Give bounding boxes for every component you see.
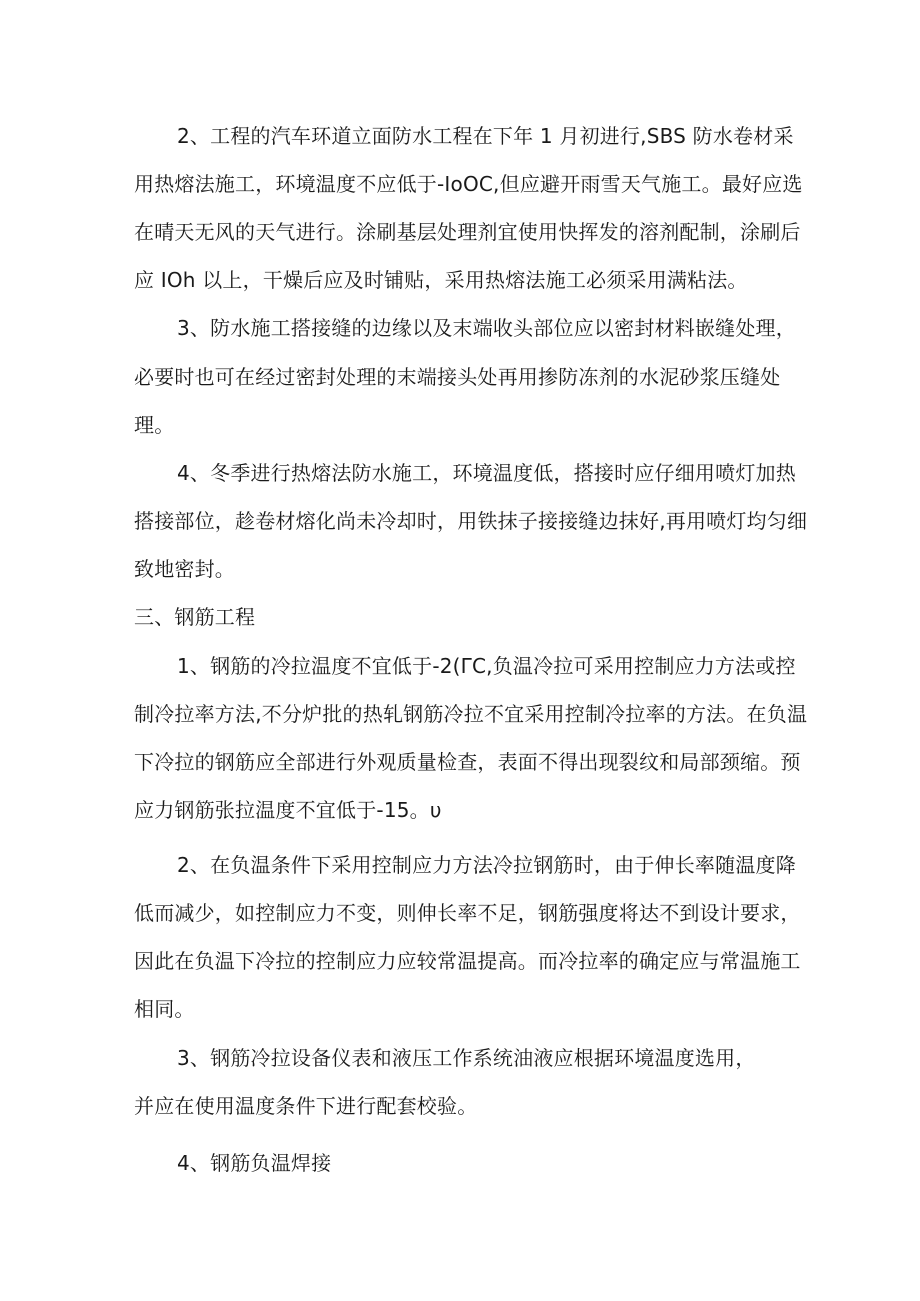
text-line: 在晴天无风的天气进行。涂刷基层处理剂宜使用快挥发的溶剂配制，涂刷后 [134,220,801,244]
text-line: 理。 [134,413,175,437]
text-line: 应 IOh 以上，干燥后应及时铺贴，采用热熔法施工必须采用满粘法。 [134,268,748,292]
text-line: 并应在使用温度条件下进行配套校验。 [134,1094,478,1118]
text-line: 1、钢筋的冷拉温度不宜低于-2(ΓC,负温冷拉可采用控制应力方法或控 [177,654,796,678]
text-line: 2、在负温条件下采用控制应力方法冷拉钢筋时，由于伸长率随温度降 [177,853,796,877]
text-line: 低而减少，如控制应力不变，则伸长率不足，钢筋强度将达不到设计要求， [134,901,801,925]
text-line: 因此在负温下冷拉的控制应力应较常温提高。而冷拉率的确定应与常温施工 [134,949,801,973]
text-line: 3、钢筋冷拉设备仪表和液压工作系统油液应根据环境温度选用， [177,1046,756,1070]
text-line: 4、钢筋负温焊接 [177,1151,332,1175]
text-line: 必要时也可在经过密封处理的末端接头处再用掺防冻剂的水泥砂浆压缝处 [134,365,781,389]
text-line: 搭接部位，趁卷材熔化尚未冷却时，用铁抹子接接缝边抹好,再用喷灯均匀细 [134,509,808,533]
text-line: 2、工程的汽车环道立面防水工程在下年 1 月初进行,SBS 防水卷材采 [177,124,794,148]
text-line: 制冷拉率方法,不分炉批的热轧钢筋冷拉不宜采用控制冷拉率的方法。在负温 [134,702,808,726]
text-line: 致地密封。 [134,557,235,581]
text-line: 应力钢筋张拉温度不宜低于-15。υ [134,798,442,822]
text-line: 下冷拉的钢筋应全部进行外观质量检查，表面不得出现裂纹和局部颈缩。预 [134,750,801,774]
section-heading: 三、钢筋工程 [134,605,256,629]
text-line: 相同。 [134,997,195,1021]
text-line: 3、防水施工搭接缝的边缘以及末端收头部位应以密封材料嵌缝处理， [177,316,796,340]
text-line: 用热熔法施工，环境温度不应低于-IoOC,但应避开雨雪天气施工。最好应选 [134,172,803,196]
text-line: 4、冬季进行热熔法防水施工，环境温度低，搭接时应仔细用喷灯加热 [177,461,796,485]
